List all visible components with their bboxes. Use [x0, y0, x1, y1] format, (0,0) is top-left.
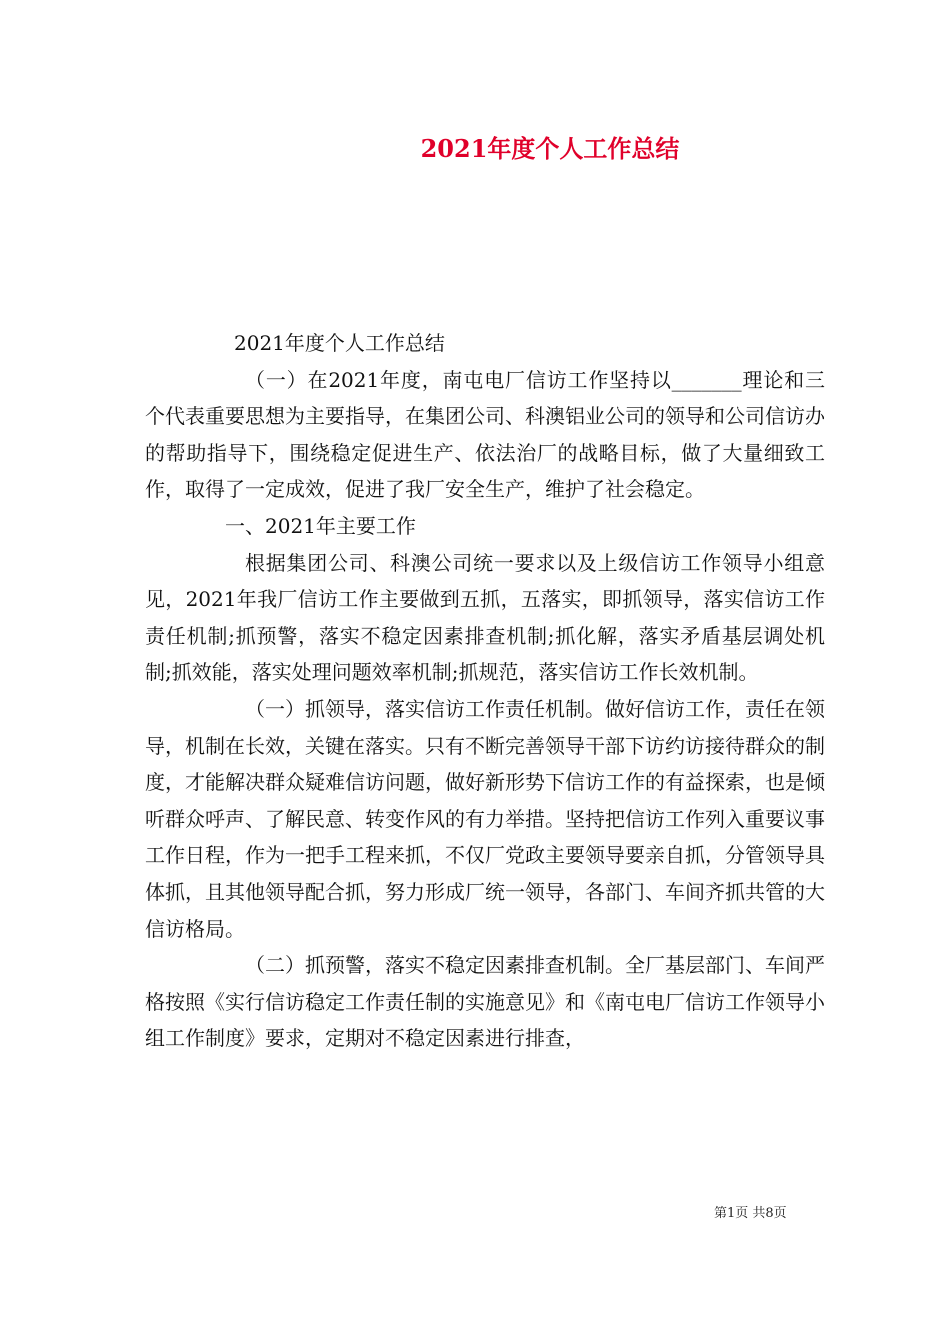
paragraph-warning: （二）抓预警，落实不稳定因素排查机制。全厂基层部门、车间严格按照《实行信访稳定工作责任制的实施意见》和《南屯电厂信访工作领导小组工作制度》要求，定期对不稳定因素进行排查， [145, 953, 825, 1051]
paragraph-overview: 根据集团公司、科澳公司统一要求以及上级信访工作领导小组意见，2021年我厂信访工作主要做到五抓，五落实，即抓领导，落实信访工作责任机制;抓预警，落实不稳定因素排查机制;抓化解，落实矛盾基层调处机制;抓效能，落实处理问题效率机制;抓规范，落实信访工作长效机制。 [145, 550, 825, 685]
paragraph-intro: （一）在2021年度，南屯电厂信访工作坚持以_______理论和三个代表重要思想为主要指导，在集团公司、科澳铝业公司的领导和公司信访办的帮助指导下，围绕稳定促进生产、依法治厂的战略目标，做了大量细致工作，取得了一定成效，促进了我厂安全生产，维护了社会稳定。 [145, 367, 825, 502]
page-number: 第1页 共8页 [714, 1206, 787, 1221]
page-title: 2021年度个人工作总结 [420, 134, 680, 163]
document-title: 2021年度个人工作总结 [234, 331, 445, 355]
document-body [145, 325, 825, 1057]
paragraph-leadership: （一）抓领导，落实信访工作责任机制。做好信访工作，责任在领导，机制在长效，关键在落实。只有不断完善领导干部下访约访接待群众的制度，才能解决群众疑难信访问题，做好新形势下信访工作的有益探索，也是倾听群众呼声、了解民意、转变作风的有力举措。坚持把信访工作列入重要议事工作日程，作为一把手工程来抓，不仅厂党政主要领导要亲自抓，分管领导具体抓，且其他领导配合抓，努力形成厂统一领导，各部门、车间齐抓共管的大信访格局。 [145, 696, 825, 941]
section-heading: 一、2021年主要工作 [225, 513, 416, 538]
